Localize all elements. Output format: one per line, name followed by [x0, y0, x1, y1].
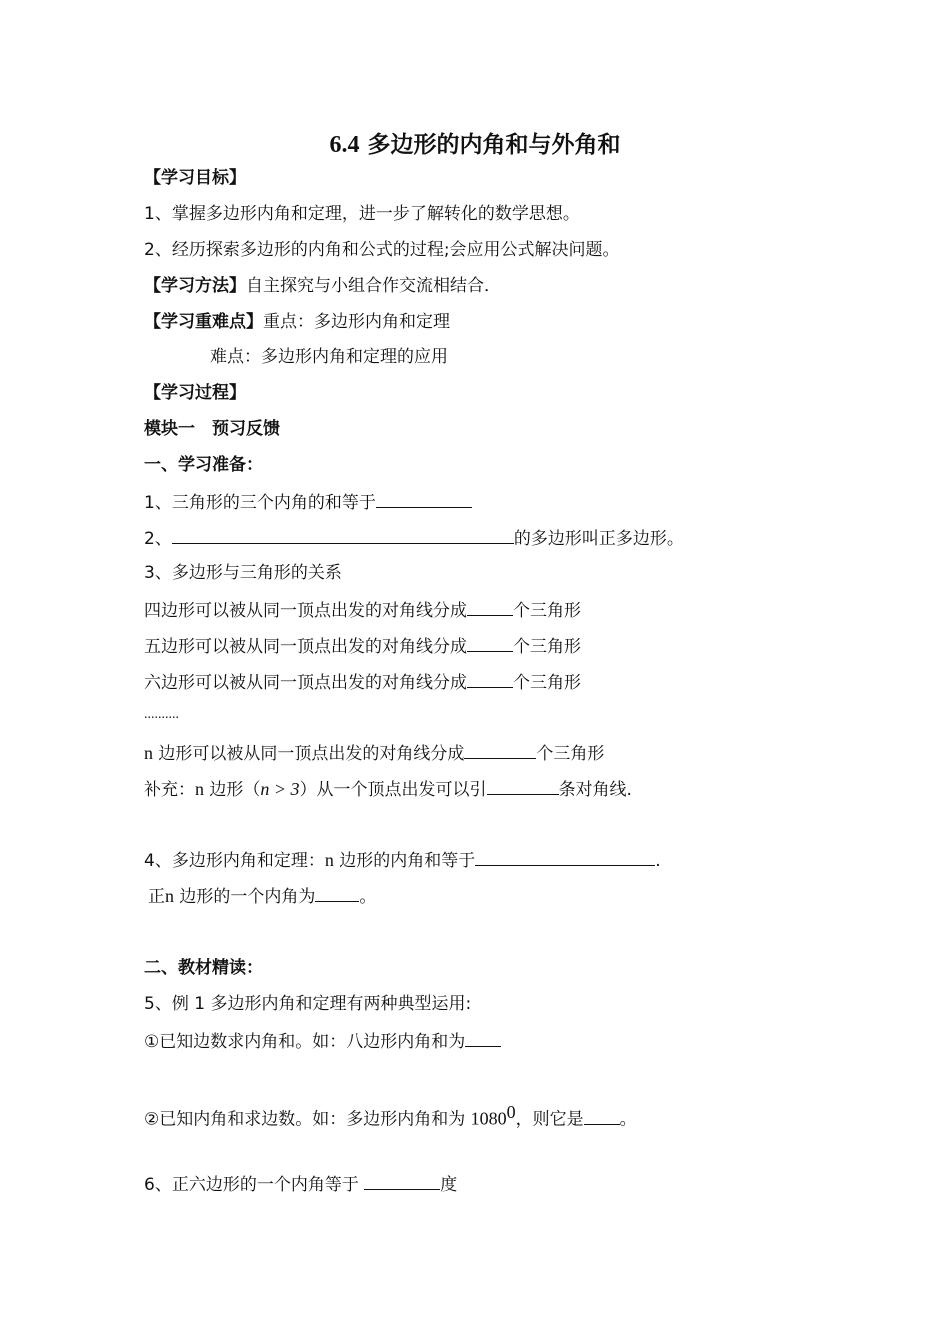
question-4: 4、多边形内角和定理：n 边形的内角和等于 . — [144, 847, 661, 873]
question-6: 6、正六边形的一个内角等于 度 — [144, 1171, 457, 1197]
answer-blank[interactable] — [487, 776, 559, 795]
answer-blank[interactable] — [584, 1106, 620, 1125]
goal-1: 1、掌握多边形内角和定理，进一步了解转化的数学思想。 — [144, 204, 580, 224]
difficulty-line: 难点：多边形内角和定理的应用 — [210, 347, 448, 367]
question-5b: ②已知内角和求边数。如：多边形内角和为 1080$^0$，则它是 。 — [144, 1102, 637, 1130]
question-3: 3、多边形与三角形的关系 — [144, 563, 342, 583]
answer-blank[interactable] — [172, 525, 514, 544]
key-points-line: 【学习重难点】重点：多边形内角和定理 — [144, 312, 450, 332]
section-1-heading: 一、学习准备： — [144, 455, 263, 475]
ellipsis: .......... — [144, 707, 179, 722]
question-3n: n 边形可以被从同一顶点出发的对角线分成 个三角形 — [144, 740, 604, 766]
section-2-heading: 二、教材精读： — [144, 958, 263, 978]
method-line: 【学习方法】自主探究与小组合作交流相结合． — [144, 276, 501, 296]
question-5a: ①已知边数求内角和。如：八边形内角和为 — [144, 1028, 501, 1054]
answer-blank[interactable] — [376, 489, 472, 508]
supplement: 补充：n 边形（n > 3）从一个顶点出发可以引 条对角线. — [144, 776, 632, 802]
goal-2: 2、经历探索多边形的内角和公式的过程;会应用公式解决问题。 — [144, 240, 620, 260]
question-1: 1、三角形的三个内角的和等于 — [144, 489, 472, 515]
answer-blank[interactable] — [467, 597, 513, 616]
question-3a: 四边形可以被从同一顶点出发的对角线分成 个三角形 — [144, 597, 581, 623]
question-3c: 六边形可以被从同一顶点出发的对角线分成 个三角形 — [144, 669, 581, 695]
goal-heading: 【学习目标】 — [144, 168, 246, 188]
answer-blank[interactable] — [467, 669, 513, 688]
process-heading: 【学习过程】 — [144, 383, 246, 403]
answer-blank[interactable] — [464, 740, 536, 759]
answer-blank[interactable] — [364, 1171, 440, 1190]
answer-blank[interactable] — [467, 633, 513, 652]
question-5: 5、例 1 多边形内角和定理有两种典型运用: — [144, 994, 472, 1014]
module-1-heading: 模块一 预习反馈 — [144, 419, 280, 439]
question-4b: 正n 边形的一个内角为 。 — [148, 883, 376, 909]
question-3b: 五边形可以被从同一顶点出发的对角线分成 个三角形 — [144, 633, 581, 659]
page-title: 6.4 多边形的内角和与外角和 — [329, 132, 621, 158]
question-2: 2、 的多边形叫正多边形。 — [144, 525, 684, 551]
answer-blank[interactable] — [465, 1028, 501, 1047]
answer-blank[interactable] — [315, 883, 359, 902]
answer-blank[interactable] — [475, 847, 655, 866]
